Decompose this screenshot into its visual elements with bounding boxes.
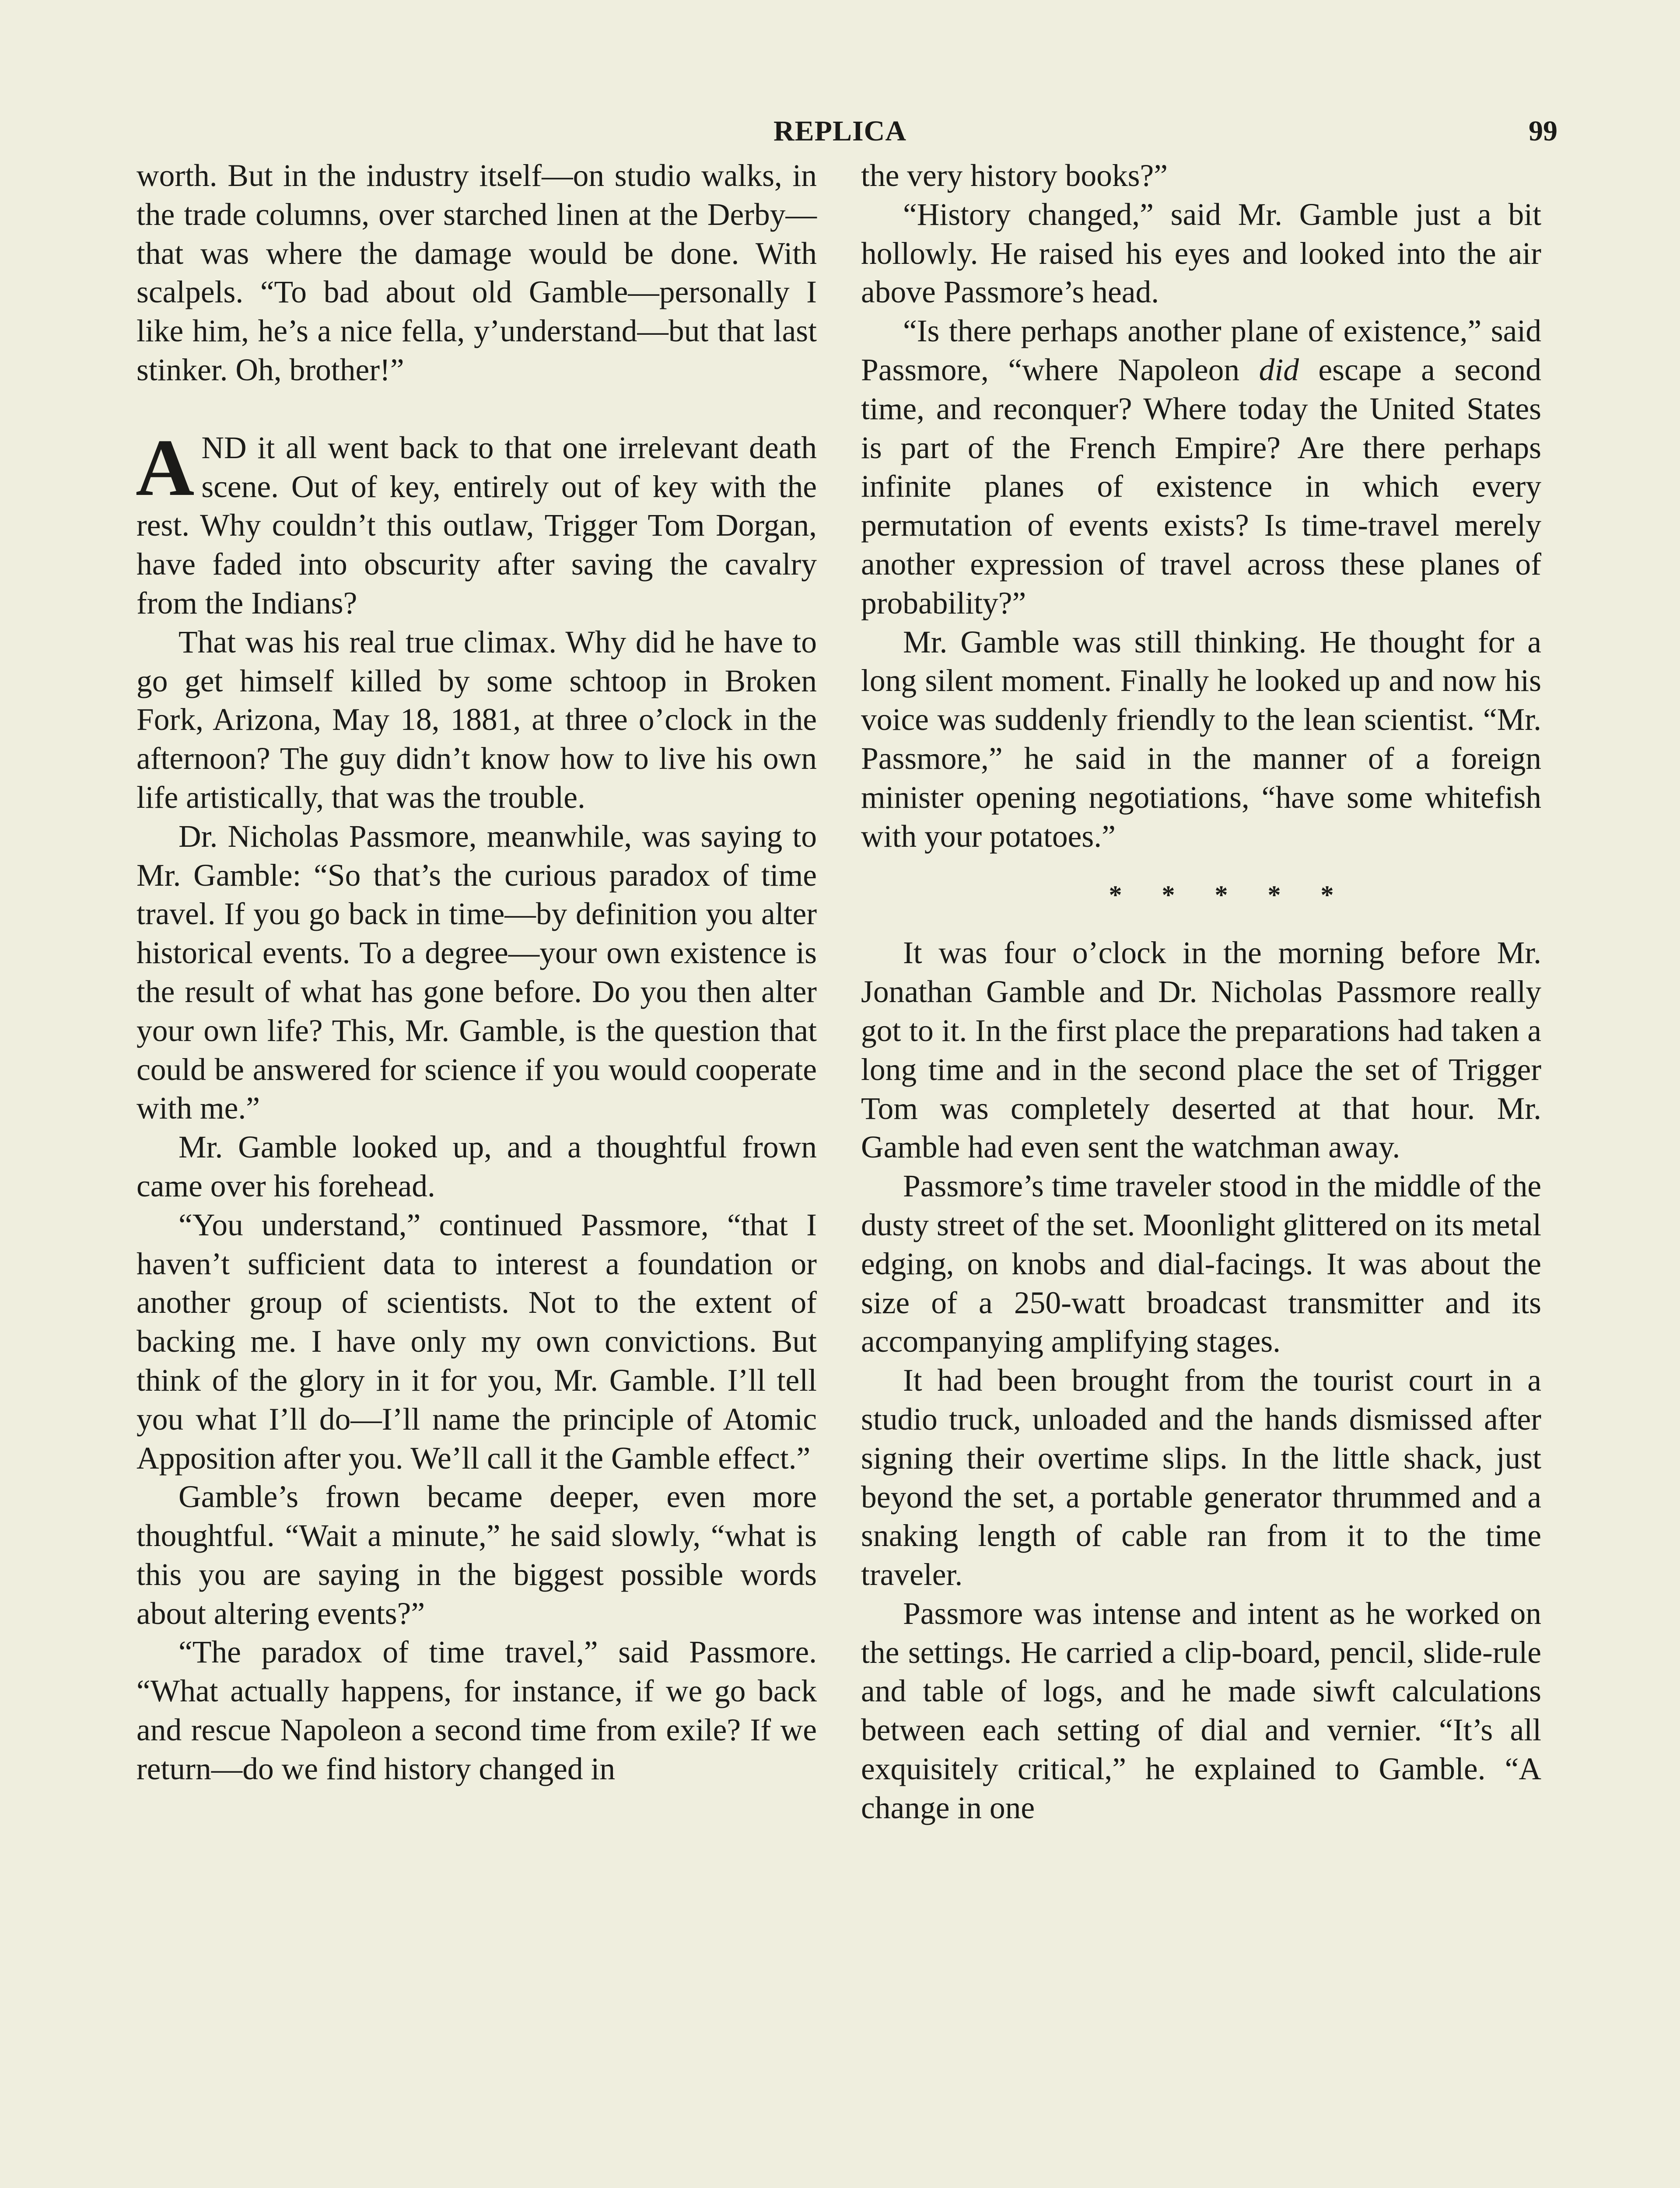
paragraph: the very history books?” (861, 158, 1168, 193)
section-break (136, 390, 817, 429)
paragraph: “The paradox of time travel,” said Passmore. “What actually happens, for instance, if we go back and rescue Napoleon a second time from exile? If we return—do we find history changed in (136, 1635, 817, 1786)
running-head (0, 115, 1680, 154)
paragraph (861, 312, 1541, 623)
paragraph: “You understand,” continued Passmore, “that I haven’t sufficient data to interest a foundation or another group of scientists. Not to the extent of backing me. I have only my own convictions. But think of the glory in it for you, Mr. Gamble. I’ll tell you what I’ll do—I’ll name the principle of Atomic Apposition after you. We’ll call it the Gamble effect.” (136, 1207, 817, 1476)
paragraph-dropcap (136, 422, 817, 623)
paragraph-text: “Is there perhaps another plane of existence,” said Passmore, “where Napoleon (861, 314, 1541, 387)
paragraph-text: ND it all went back to that one irrelevant death scene. Out of key, entirely out of key with the rest. Why couldn’t this outlaw, Trigger Tom Dorgan, have faded into obscurity after saving the cavalry from the Indians? (136, 430, 817, 621)
paragraph: Mr. Gamble was still thinking. He thought for a long silent moment. Finally he looked up and now his voice was suddenly friendly to the lean scientist. “Mr. Passmore,” he said in the manner of a foreign minister opening negotiations, “have some whitefish with your potatoes.” (861, 624, 1541, 854)
paragraph: That was his real true climax. Why did he have to go get himself killed by some schtoop in Broken Fork, Arizona, May 18, 1881, at three o’clock in the afternoon? The guy didn’t know how to live his own life artistically, that was the trouble. (136, 624, 817, 815)
paragraph: “History changed,” said Mr. Gamble just a bit hollowly. He raised his eyes and looked into the air above Passmore’s head. (861, 197, 1541, 310)
paragraph-text: escape a second time, and reconquer? Where today the United States is part of the French Empire? Are there perhaps infinite planes of existence in which every permutation of events exists? Is time-travel merely another expression of travel across these planes of probability?” (861, 352, 1542, 621)
story-title: REPLICA (773, 115, 907, 147)
scene-separator: * * * * * (1109, 880, 1351, 910)
paragraph: Dr. Nicholas Passmore, meanwhile, was saying to Mr. Gamble: “So that’s the curious paradox of time travel. If you go back in time—by definition you alter historical events. To a degree—your own existence is the result of what has gone before. Do you then alter your own life? This, Mr. Gamble, is the question that could be answered for science if you would cooperate with me.” (136, 819, 817, 1126)
drop-cap: A (136, 422, 195, 513)
paragraph: It was four o’clock in the morning before Mr. Jonathan Gamble and Dr. Nicholas Passmore really got to it. In the first place the preparations had taken a long time and in the second place the set of Trigger Tom was completely deserted at that hour. Mr. Gamble had even sent the watchman away. (861, 936, 1541, 1165)
page-number: 99 (1529, 115, 1558, 147)
paragraph: Mr. Gamble looked up, and a thoughtful frown came over his forehead. (136, 1130, 817, 1203)
italic-emphasis: did (1259, 352, 1299, 387)
right-column (861, 157, 1541, 1828)
paragraph: It had been brought from the tourist court in a studio truck, unloaded and the hands dismissed after signing their overtime slips. In the little shack, just beyond the set, a portable generator thrummed and a snaking length of cable ran from it to the time traveler. (861, 1363, 1541, 1592)
left-column (136, 157, 817, 1789)
paragraph: Gamble’s frown became deeper, even more thoughtful. “Wait a minute,” he said slowly, “what is this you are saying in the biggest possible words about altering events?” (136, 1480, 817, 1631)
paragraph: Passmore’s time traveler stood in the middle of the dusty street of the set. Moonlight glittered on its metal edging, on knobs and dial-facings. It was about the size of a 250-watt broadcast transmitter and its accompanying amplifying stages. (861, 1169, 1541, 1359)
paragraph: worth. But in the industry itself—on studio walks, in the trade columns, over starched linen at the Derby—that was where the damage would be done. With scalpels. “To bad about old Gamble—personally I like him, he’s a nice fella, y’understand—but that last stinker. Oh, brother!” (136, 158, 817, 387)
paragraph: Passmore was intense and intent as he worked on the settings. He carried a clip-board, pencil, slide-rule and table of logs, and he made siwft calculations between each setting of dial and vernier. “It’s all exquisitely critical,” he explained to Gamble. “A change in one (861, 1596, 1541, 1825)
